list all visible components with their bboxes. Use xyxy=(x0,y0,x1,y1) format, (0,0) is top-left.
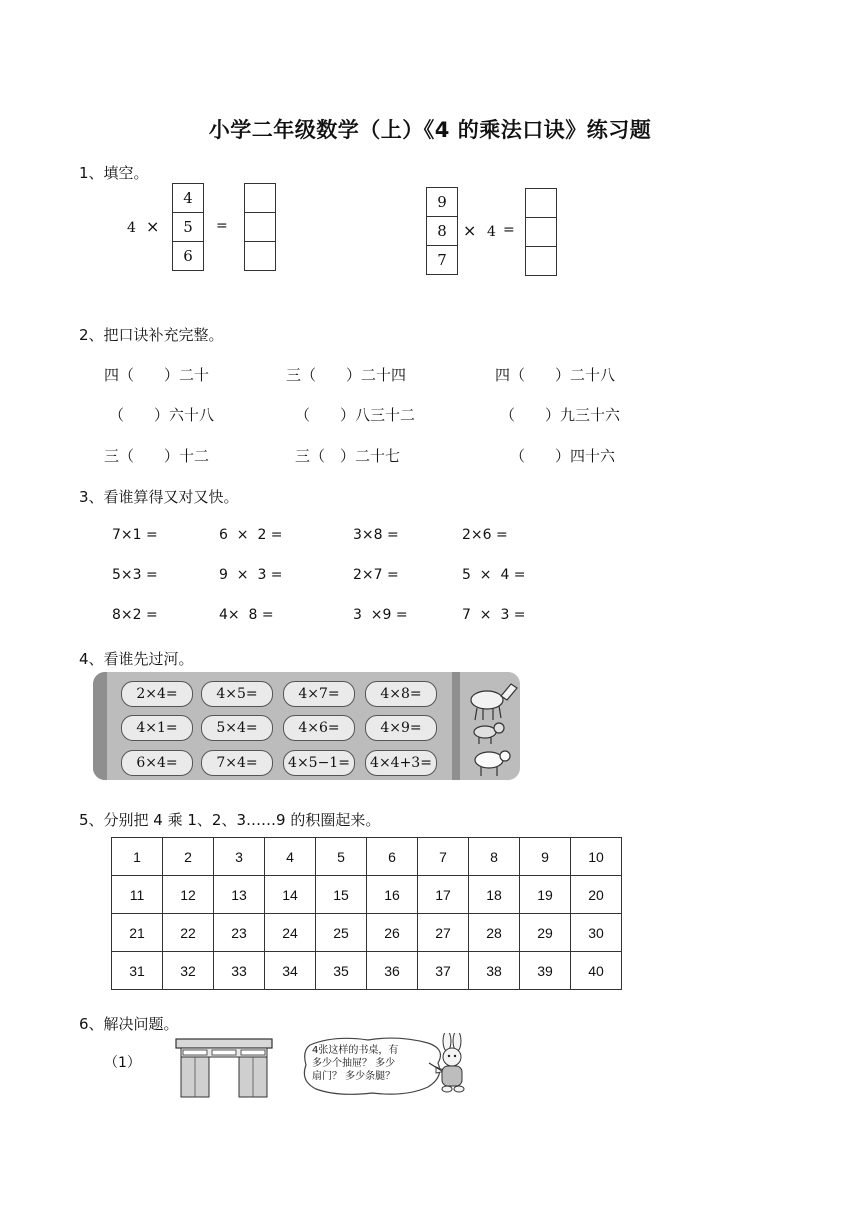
q1-right-factor: 4 xyxy=(487,224,496,240)
grid-cell[interactable]: 8 xyxy=(469,838,520,876)
stepping-stone: 4×4+3= xyxy=(365,750,437,776)
q1-right-cell: 8 xyxy=(427,217,457,246)
stepping-stone: 4×6= xyxy=(283,715,355,741)
grid-cell[interactable]: 27 xyxy=(418,914,469,952)
number-grid xyxy=(111,837,622,990)
q1-left-cell: 6 xyxy=(183,247,193,265)
stepping-stone: 2×4= xyxy=(121,681,193,707)
grid-cell[interactable]: 19 xyxy=(520,876,571,914)
q3-problem: 2×6 = xyxy=(462,527,508,543)
grid-cell[interactable]: 38 xyxy=(469,952,520,990)
grid-cell[interactable]: 5 xyxy=(316,838,367,876)
q1-right-cell: 9 xyxy=(427,188,457,217)
grid-cell[interactable]: 1 xyxy=(112,838,163,876)
q1-left-column xyxy=(172,183,204,271)
q2-item: 四（ ）二十 xyxy=(104,366,210,384)
speech-line: 4张这样的书桌，有 xyxy=(312,1045,399,1056)
answer-box[interactable] xyxy=(526,189,556,218)
animals-illustration xyxy=(455,672,520,780)
grid-cell[interactable]: 15 xyxy=(316,876,367,914)
q3-problem: 9 × 3 = xyxy=(219,567,283,583)
grid-cell[interactable]: 13 xyxy=(214,876,265,914)
q2-item: 三（ ）十二 xyxy=(104,447,210,465)
answer-box[interactable] xyxy=(245,184,275,213)
q3-problem: 2×7 = xyxy=(353,567,399,583)
stepping-stone: 6×4= xyxy=(121,750,193,776)
stepping-stone: 7×4= xyxy=(201,750,273,776)
q6-item-label: （1） xyxy=(104,1055,141,1071)
sheep-icon xyxy=(475,751,510,776)
grid-cell[interactable]: 28 xyxy=(469,914,520,952)
grid-cell[interactable]: 36 xyxy=(367,952,418,990)
q1-right-equals: = xyxy=(503,222,515,238)
q1-right-cell: 7 xyxy=(437,251,447,269)
answer-box[interactable] xyxy=(526,247,556,275)
q1-right-times: × xyxy=(463,221,477,240)
q2-item: （ ）九三十六 xyxy=(500,406,621,424)
grid-cell[interactable]: 31 xyxy=(112,952,163,990)
speech-line: 扇门？ 多少条腿？ xyxy=(312,1071,396,1082)
grid-cell[interactable]: 24 xyxy=(265,914,316,952)
q3-problem: 5×3 = xyxy=(112,567,158,583)
grid-cell[interactable]: 21 xyxy=(112,914,163,952)
q2-item: 四（ ）二十八 xyxy=(495,366,616,384)
dog-icon xyxy=(474,723,504,744)
stepping-stone: 4×5−1= xyxy=(283,750,355,776)
answer-box[interactable] xyxy=(526,218,556,247)
stepping-stone: 4×8= xyxy=(365,681,437,707)
desk-icon xyxy=(175,1037,273,1099)
grid-cell[interactable]: 20 xyxy=(571,876,622,914)
grid-cell[interactable]: 26 xyxy=(367,914,418,952)
grid-cell[interactable]: 32 xyxy=(163,952,214,990)
q1-left-answer-boxes[interactable] xyxy=(244,183,276,271)
q1-right-column xyxy=(426,187,458,275)
stepping-stone: 5×4= xyxy=(201,715,273,741)
q3-problem: 4× 8 = xyxy=(219,607,274,623)
q3-problem: 3×8 = xyxy=(353,527,399,543)
q3-problem: 7 × 3 = xyxy=(462,607,526,623)
river-bank-left xyxy=(93,672,107,780)
q6-heading: 6、解决问题。 xyxy=(79,1015,179,1033)
q3-problem: 5 × 4 = xyxy=(462,567,526,583)
grid-cell[interactable]: 25 xyxy=(316,914,367,952)
speech-line: 多少个抽屉？ 多少 xyxy=(312,1058,396,1069)
stepping-stone: 4×9= xyxy=(365,715,437,741)
q5-heading: 5、分别把 4 乘 1、2、3……9 的积圈起来。 xyxy=(79,811,381,829)
q2-heading: 2、把口诀补充完整。 xyxy=(79,326,224,344)
stepping-stone: 4×1= xyxy=(121,715,193,741)
horse-icon xyxy=(471,684,517,720)
answer-box[interactable] xyxy=(245,242,275,270)
rabbit-icon xyxy=(427,1033,479,1095)
q1-right-answer-boxes[interactable] xyxy=(525,188,557,276)
answer-box[interactable] xyxy=(245,213,275,242)
stepping-stone: 4×5= xyxy=(201,681,273,707)
grid-cell[interactable]: 29 xyxy=(520,914,571,952)
q2-item: （ ）六十八 xyxy=(109,406,215,424)
grid-cell[interactable]: 18 xyxy=(469,876,520,914)
grid-cell[interactable]: 17 xyxy=(418,876,469,914)
grid-cell[interactable]: 11 xyxy=(112,876,163,914)
q1-left-equals: = xyxy=(216,218,228,234)
q1-left-factor: 4 xyxy=(127,220,136,236)
grid-cell[interactable]: 9 xyxy=(520,838,571,876)
grid-cell[interactable]: 37 xyxy=(418,952,469,990)
grid-cell[interactable]: 3 xyxy=(214,838,265,876)
q4-heading: 4、看谁先过河。 xyxy=(79,650,194,668)
q3-problem: 7×1 = xyxy=(112,527,158,543)
q1-left-cell: 5 xyxy=(173,213,203,242)
grid-cell[interactable]: 14 xyxy=(265,876,316,914)
grid-cell[interactable]: 10 xyxy=(571,838,622,876)
grid-cell[interactable]: 12 xyxy=(163,876,214,914)
grid-cell[interactable]: 4 xyxy=(265,838,316,876)
grid-cell[interactable]: 33 xyxy=(214,952,265,990)
river-scene xyxy=(93,672,520,780)
grid-cell[interactable]: 34 xyxy=(265,952,316,990)
q2-item: 三（ ）二十四 xyxy=(286,366,407,384)
grid-cell[interactable]: 6 xyxy=(367,838,418,876)
grid-cell[interactable]: 39 xyxy=(520,952,571,990)
q2-item: 三（ ）二十七 xyxy=(295,447,401,465)
q1-heading: 1、填空。 xyxy=(79,164,149,182)
grid-cell[interactable]: 2 xyxy=(163,838,214,876)
q2-item: （ ）四十六 xyxy=(510,447,616,465)
q3-problem: 6 × 2 = xyxy=(219,527,283,543)
grid-cell[interactable]: 22 xyxy=(163,914,214,952)
q3-heading: 3、看谁算得又对又快。 xyxy=(79,488,239,506)
stepping-stone: 4×7= xyxy=(283,681,355,707)
q1-left-times: × xyxy=(146,217,160,236)
q3-problem: 3 ×9 = xyxy=(353,607,408,623)
q1-left-cell: 4 xyxy=(173,184,203,213)
q3-problem: 8×2 = xyxy=(112,607,158,623)
q2-item: （ ）八三十二 xyxy=(295,406,416,424)
grid-cell[interactable]: 7 xyxy=(418,838,469,876)
grid-cell[interactable]: 30 xyxy=(571,914,622,952)
grid-cell[interactable]: 35 xyxy=(316,952,367,990)
grid-cell[interactable]: 40 xyxy=(571,952,622,990)
grid-cell[interactable]: 23 xyxy=(214,914,265,952)
page-title: 小学二年级数学（上）《4 的乘法口诀》练习题 xyxy=(208,118,652,142)
grid-cell[interactable]: 16 xyxy=(367,876,418,914)
